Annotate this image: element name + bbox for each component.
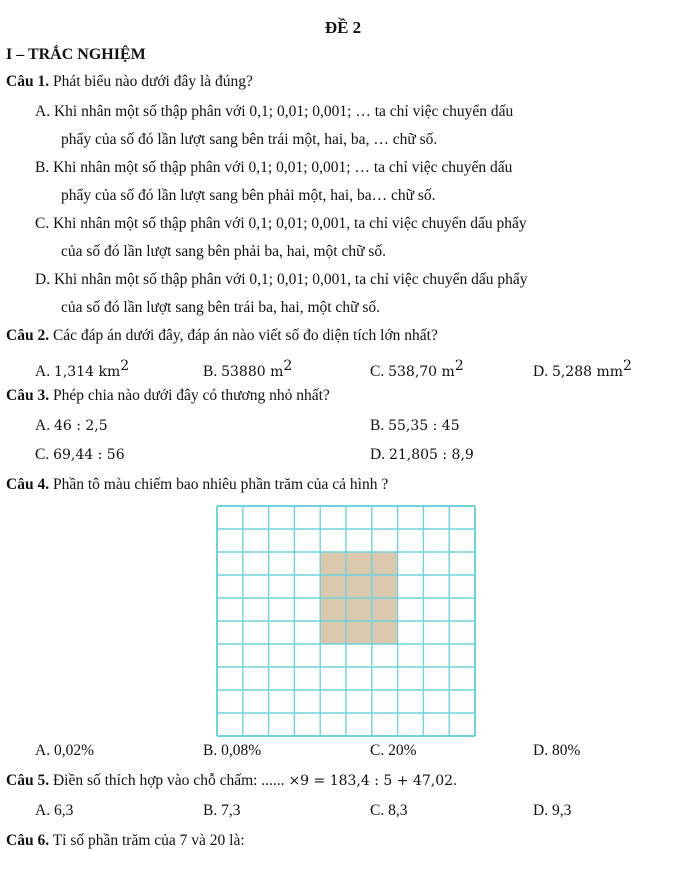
question-1-label: Câu 1. xyxy=(6,73,50,90)
question-4-text: Phần tô màu chiếm bao nhiêu phần trăm của cả hình ? xyxy=(52,476,389,493)
shaded-grid-figure xyxy=(216,505,476,737)
q1-option-c-line2: của số đó lần lượt sang bên phải ba, hai, một chữ số. xyxy=(61,243,387,260)
page-title: ĐỀ 2 xyxy=(324,18,362,37)
question-2 xyxy=(6,327,438,345)
q1-option-d-line2: của số đó lần lượt sang bên trái ba, hai, một chữ số. xyxy=(61,299,380,316)
question-2-text: Các đáp án dưới đây, đáp án nào viết số đo diện tích lớn nhất? xyxy=(52,327,438,344)
q5-option-d: D. 9,3 xyxy=(533,802,572,819)
q2-option-c: C. 538,70 $m^2$ xyxy=(370,358,464,380)
q2-option-d: D. 5,288 $mm^2$ xyxy=(533,358,632,380)
q5-option-a: A. 6,3 xyxy=(35,802,74,819)
q4-option-d: D. 80% xyxy=(533,742,581,759)
question-1-text: Phát biểu nào dưới đây là đúng? xyxy=(52,73,253,90)
question-1 xyxy=(6,73,253,91)
question-2-label: Câu 2. xyxy=(6,327,50,344)
question-6 xyxy=(6,832,245,850)
question-5-end: . xyxy=(453,772,457,789)
q3-option-b: B. 55,35 : 45 xyxy=(370,417,460,434)
question-6-label: Câu 6. xyxy=(6,832,50,849)
question-3-label: Câu 3. xyxy=(6,387,50,404)
q4-option-c: C. 20% xyxy=(370,742,417,759)
q1-option-a-line2: phẩy của số đó lần lượt sang bên trái một, hai, ba, … chữ số. xyxy=(61,131,438,148)
q1-option-a-line1: A. Khi nhân một số thập phân với 0,1; 0,01; 0,001; … ta chỉ việc chuyển dấu xyxy=(35,103,514,120)
q1-option-b-line2: phẩy của số đó lần lượt sang bên phải một, hai, ba… chữ số. xyxy=(61,187,436,204)
section-heading: I – TRẮC NGHIỆM xyxy=(6,46,146,63)
q5-option-b: B. 7,3 xyxy=(203,802,241,819)
question-3-text: Phép chia nào dưới đây có thương nhỏ nhất? xyxy=(52,387,330,404)
q1-option-d-line1: D. Khi nhân một số thập phân với 0,1; 0,01; 0,001, ta chỉ việc chuyển dấu phẩy xyxy=(35,271,528,288)
q4-option-a: A. 0,02% xyxy=(35,742,94,759)
q4-option-b: B. 0,08% xyxy=(203,742,262,759)
question-6-text: Tỉ số phần trăm của 7 và 20 là: xyxy=(52,832,245,849)
q5-option-c: C. 8,3 xyxy=(370,802,408,819)
question-5-text: Điền số thích hợp vào chỗ chấm: ...... xyxy=(52,772,285,789)
question-3 xyxy=(6,387,330,405)
q1-option-c-line1: C. Khi nhân một số thập phân với 0,1; 0,01; 0,001, ta chỉ việc chuyển dấu phẩy xyxy=(35,215,527,232)
q3-option-a: A. 46 : 2,5 xyxy=(35,417,108,434)
q3-option-d: D. 21,805 : 8,9 xyxy=(370,446,474,463)
question-4 xyxy=(6,476,388,494)
question-5 xyxy=(6,772,457,790)
q1-option-b-line1: B. Khi nhân một số thập phân với 0,1; 0,01; 0,001; … ta chỉ việc chuyển dấu xyxy=(35,159,513,176)
q2-option-a: A. 1,314 $km^2$ xyxy=(35,358,130,380)
q3-option-c: C. 69,44 : 56 xyxy=(35,446,125,463)
question-5-label: Câu 5. xyxy=(6,772,50,789)
question-5-expression: ×9 = 183,4 : 5 + 47,02 xyxy=(288,773,454,789)
question-4-label: Câu 4. xyxy=(6,476,50,493)
q2-option-b: B. 53880 $m^2$ xyxy=(203,358,293,380)
